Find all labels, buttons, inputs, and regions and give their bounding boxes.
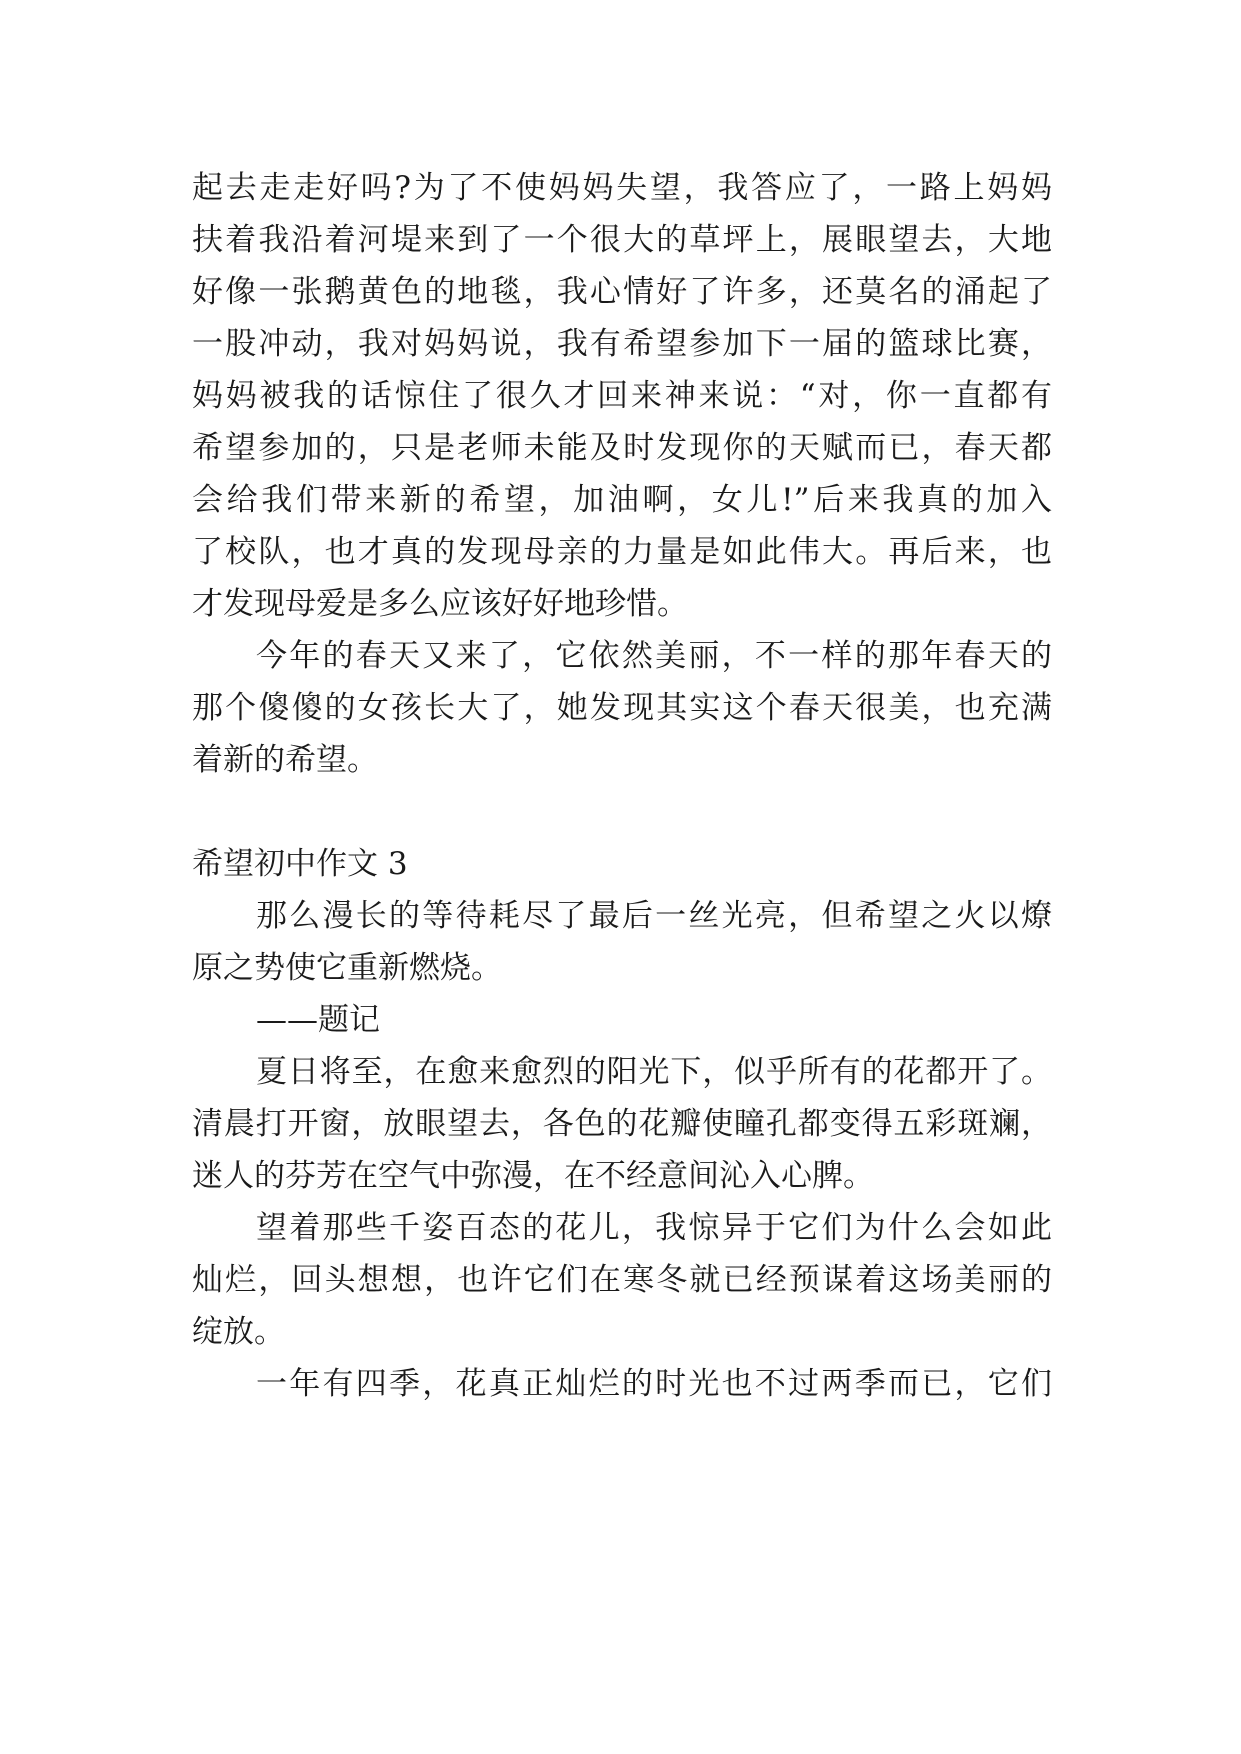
text-line: 妈妈被我的话惊住了很久才回来神来说：“对，你一直都有 xyxy=(192,378,1052,414)
text-line: 清晨打开窗，放眼望去，各色的花瓣使瞳孔都变得五彩斑斓， xyxy=(192,1106,1052,1142)
text-line: 那个傻傻的女孩长大了，她发现其实这个春天很美，也充满 xyxy=(192,690,1052,726)
text-line: 原之势使它重新燃烧。 xyxy=(192,950,502,986)
paragraph-first-line: 望着那些千姿百态的花儿，我惊异于它们为什么会如此 xyxy=(256,1210,1052,1246)
text-line: 起去走走好吗?为了不使妈妈失望，我答应了，一路上妈妈 xyxy=(192,170,1052,206)
text-line: 绽放。 xyxy=(192,1314,285,1350)
text-line: 迷人的芬芳在空气中弥漫，在不经意间沁入心脾。 xyxy=(192,1158,874,1194)
paragraph-first-line: 今年的春天又来了，它依然美丽，不一样的那年春天的 xyxy=(256,638,1052,674)
epigraph-attribution: ——题记 xyxy=(256,1002,380,1038)
section-heading: 希望初中作文 3 xyxy=(192,846,408,882)
paragraph-first-line: 夏日将至，在愈来愈烈的阳光下，似乎所有的花都开了。 xyxy=(256,1054,1052,1090)
paragraph-first-line: 一年有四季，花真正灿烂的时光也不过两季而已，它们 xyxy=(256,1366,1052,1402)
text-line: 才发现母爱是多么应该好好地珍惜。 xyxy=(192,586,688,622)
text-line: 扶着我沿着河堤来到了一个很大的草坪上，展眼望去，大地 xyxy=(192,222,1052,258)
text-line: 着新的希望。 xyxy=(192,742,378,778)
text-line: 灿烂，回头想想，也许它们在寒冬就已经预谋着这场美丽的 xyxy=(192,1262,1052,1298)
text-line: 好像一张鹅黄色的地毯，我心情好了许多，还莫名的涌起了 xyxy=(192,274,1052,310)
text-line: 一股冲动，我对妈妈说，我有希望参加下一届的篮球比赛， xyxy=(192,326,1052,362)
paragraph-first-line: 那么漫长的等待耗尽了最后一丝光亮，但希望之火以燎 xyxy=(256,898,1052,934)
text-line: 了校队，也才真的发现母亲的力量是如此伟大。再后来，也 xyxy=(192,534,1052,570)
text-line: 希望参加的，只是老师未能及时发现你的天赋而已，春天都 xyxy=(192,430,1052,466)
text-line: 会给我们带来新的希望，加油啊，女儿!”后来我真的加入 xyxy=(192,482,1052,518)
